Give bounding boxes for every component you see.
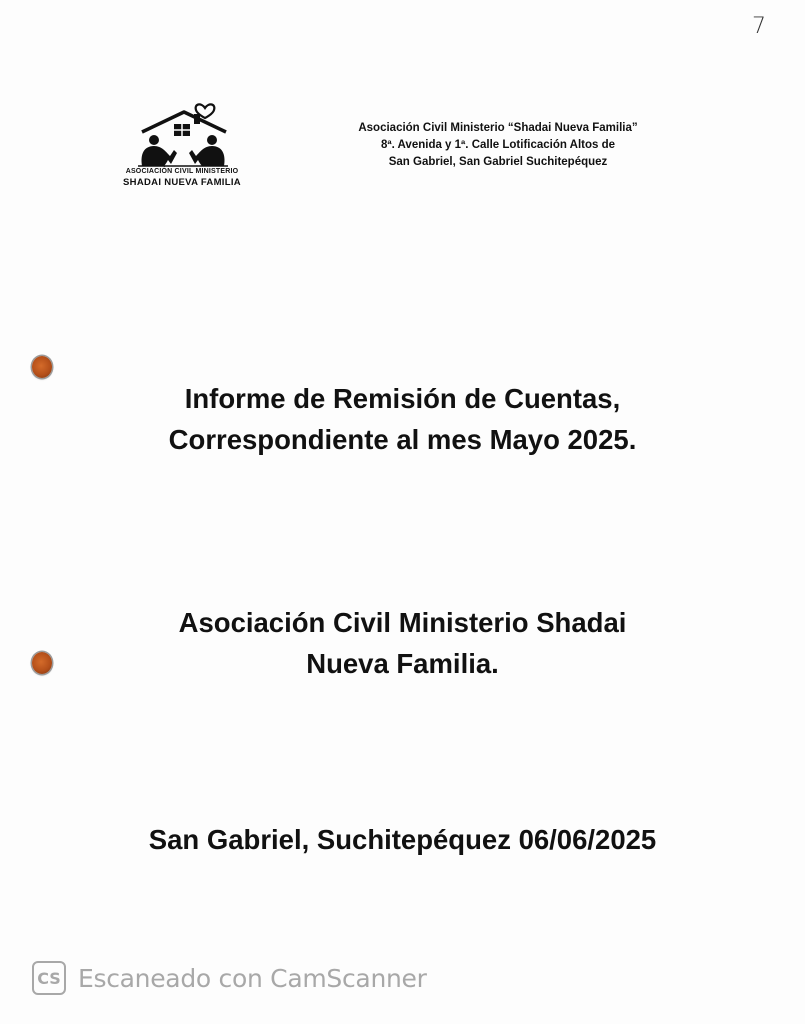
association-name [0, 602, 805, 684]
title-line2: Correspondiente al mes Mayo 2025. [168, 424, 637, 455]
camscanner-watermark [32, 960, 427, 996]
organization-header [330, 120, 666, 171]
watermark-text: Escaneado con CamScanner [78, 963, 427, 993]
logo-text-line2: SHADAI NUEVA FAMILIA [123, 177, 241, 188]
house-with-heart-and-figures-icon [104, 98, 260, 168]
association-line2: Nueva Familia. [306, 648, 499, 679]
camscanner-logo-icon: CS [32, 961, 66, 995]
header-line2: 8ª. Avenida y 1ª. Calle Lotificación Altos de [380, 139, 616, 151]
report-title [0, 378, 805, 460]
organization-logo [104, 98, 260, 190]
header-line1: Asociación Civil Ministerio “Shadai Nueva Familia” [358, 122, 638, 134]
header-line3: San Gabriel, San Gabriel Suchitepéquez [388, 156, 608, 168]
association-line1: Asociación Civil Ministerio Shadai [178, 607, 627, 638]
logo-text-line1: ASOCIACIÓN CIVIL MINISTERIO [125, 168, 239, 175]
page-number: 7 [752, 14, 766, 39]
title-line1: Informe de Remisión de Cuentas, [184, 383, 621, 414]
place-and-date: San Gabriel, Suchitepéquez 06/06/2025 [148, 824, 657, 855]
punch-hole-top [32, 356, 52, 378]
